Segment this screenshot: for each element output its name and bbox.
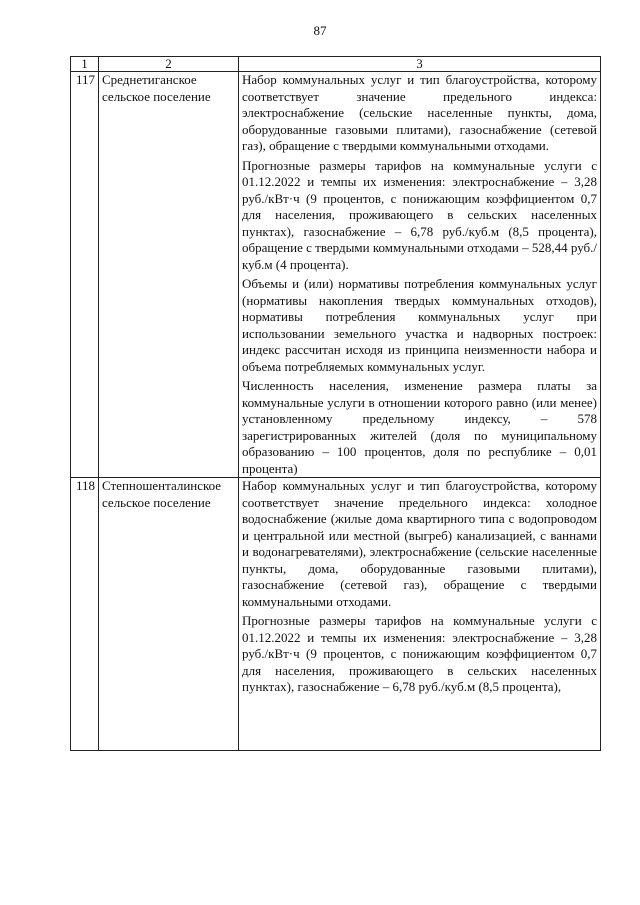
description-paragraph: Численность населения, изменение размера платы за коммунальные услуги в отношении которого равно (или менее) установленному предельному индексу, – 578 зарегистрированных жителей (доля по муниципальному образованию – 100 процентов, доля по республике – 0,01 процента) <box>242 378 597 476</box>
description-paragraph: Объемы и (или) нормативы потребления коммунальных услуг (нормативы накопления твердых коммунальных отходов), нормативы потребления коммунальных услуг при использовании земельного участка и надворных построек: индекс рассчитан исходя из принципа неизменности набора и объема потребляемых коммунальных услуг. <box>242 276 597 374</box>
header-col-1: 1 <box>71 57 99 72</box>
description-paragraph: Набор коммунальных услуг и тип благоустройства, которому соответствует значение предельного индекса: электроснабжение (сельские населенные пункты, дома, оборудованные газовыми плитами), газоснабжение (сетевой газ), обращение с твердыми коммунальными отходами. <box>242 72 597 153</box>
description-cell <box>239 478 601 751</box>
table-header-row <box>71 57 601 72</box>
description-paragraph: Прогнозные размеры тарифов на коммунальные услуги с 01.12.2022 и темпы их изменения: электроснабжение – 3,28 руб./кВт·ч (9 процентов, с понижающим коэффициентом 0,7 для населения, проживающего в сельских населенных пунктах), газоснабжение – 6,78 руб./куб.м (8,5 процента), <box>242 613 597 694</box>
table-row <box>71 72 601 478</box>
description-paragraph: Прогнозные размеры тарифов на коммунальные услуги с 01.12.2022 и темпы их изменения: электроснабжение – 3,28 руб./кВт·ч (9 процентов, с понижающим коэффициентом 0,7 для населения, проживающего в сельских населенных пунктах), газоснабжение – 6,78 руб./куб.м (8,5 процента), обращение с твердыми коммунальными отходами – 528,44 руб./куб.м (4 процента). <box>242 157 597 272</box>
row-number: 117 <box>71 72 99 478</box>
row-number: 118 <box>71 478 99 751</box>
settlement-name: Степношенталинское сельское поселение <box>99 478 239 751</box>
tariff-table <box>70 56 601 751</box>
page-number: 87 <box>313 23 327 38</box>
table-row <box>71 478 601 751</box>
settlement-name: Среднетиганское сельское поселение <box>99 72 239 478</box>
description-paragraph: Набор коммунальных услуг и тип благоустройства, которому соответствует значение предельного индекса: холодное водоснабжение (жилые дома квартирного типа с водопроводом и центральной или местной (выгреб) канализацией, с ваннами и водонагревателями), электроснабжение (сельские населенные пункты, дома, оборудованные газовыми плитами), газоснабжение (сетевой газ), обращение с твердыми коммунальными отходами. <box>242 478 597 609</box>
header-col-2: 2 <box>99 57 239 72</box>
header-col-3: 3 <box>239 57 601 72</box>
description-cell <box>239 72 601 478</box>
